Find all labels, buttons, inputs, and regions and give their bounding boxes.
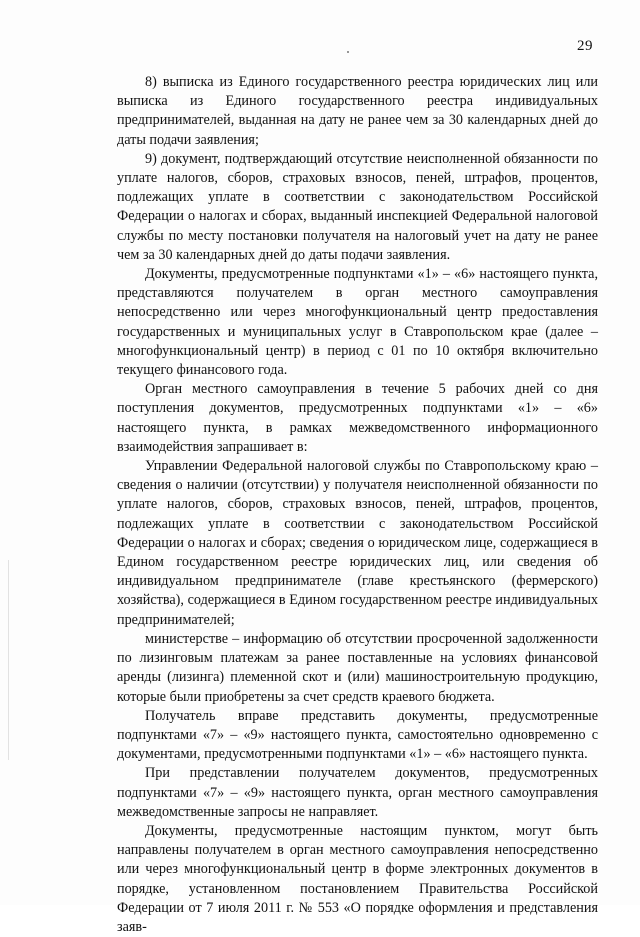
scan-speck [347,51,349,53]
paragraph-recipient-right: Получатель вправе представить документы, предусмотренные подпунктами «7» – «9» настоящего пункта, самостоятельно одновременно с документами, предусмотренными подпунктами «1» – «6» настоящего пункта. [117,707,598,763]
paragraph-item-8: 8) выписка из Единого государственного реестра юридических лиц или выписка из Единого государственного реестра индивидуальных предпринимателей, выданная на дату не ранее чем за 30 календарных дней до даты подачи заявления; [117,74,598,148]
paragraph-electronic-documents: Документы, предусмотренные настоящим пунктом, могут быть направлены получателем в орган местного самоуправления непосредственно или через многофункциональный центр в форме электронных документов в порядке, установленном постановлением Правительства Российской Федерации от 7 июля 2011 г. № 553 «О порядке оформления и представления заяв- [117,822,598,935]
page-number: 29 [577,38,593,54]
scan-binding-edge [8,560,9,760]
paragraph-authority-request: Орган местного самоуправления в течение 5 рабочих дней со дня поступления документов, предусмотренных подпунктами «1» – «6» настоящего пункта, в рамках межведомственного информационного взаимодействия запрашивает в: [117,381,598,455]
paragraph-ministry: министерстве – информацию об отсутствии просроченной задолженности по лизинговым платежам за ранее поставленные на условиях финансовой аренды (лизинга) племенной скот и (или) машиностроительную продукцию, которые были приобретены за счет средств краевого бюджета. [117,630,598,705]
paragraph-documents-submission: Документы, предусмотренные подпунктами «1» – «6» настоящего пункта, представляются получателем в орган местного самоуправления непосредственно или через многофункциональный центр предоставления государственных и муниципальных услуг в Ставропольском крае (далее – многофункциональный центр) в период с 01 по 10 октября включительно текущего финансового года. [117,266,598,379]
paragraph-no-requests: При представлении получателем документов, предусмотренных подпунктами «7» – «9» настоящего пункта, орган местного самоуправления межведомственные запросы не направляет. [117,765,598,820]
paragraph-item-9: 9) документ, подтверждающий отсутствие неисполненной обязанности по уплате налогов, сборов, страховых взносов, пеней, штрафов, процентов, подлежащих уплате в соответствии с законодательством Российской Федерации о налогах и сборах, выданный инспекцией Федеральной налоговой службы по месту постановки получателя на налоговый учет на дату не ранее чем за 30 календарных дней до даты подачи заявления. [117,150,598,263]
document-body [117,73,598,937]
paragraph-tax-service: Управлении Федеральной налоговой службы по Ставропольскому краю – сведения о наличии (отсутствии) у получателя неисполненной обязанности по уплате налогов, сборов, страховых взносов, пеней, штрафов, процентов, подлежащих уплате в соответствии с законодательством Российской Федерации о налогах и сборах; сведения о юридическом лице, содержащиеся в Едином государственном реестре юридических лиц, или сведения об индивидуальном предпринимателе (главе крестьянского (фермерского) хозяйства), содержащиеся в Едином государственном реестре индивидуальных предпринимателей; [117,458,598,628]
